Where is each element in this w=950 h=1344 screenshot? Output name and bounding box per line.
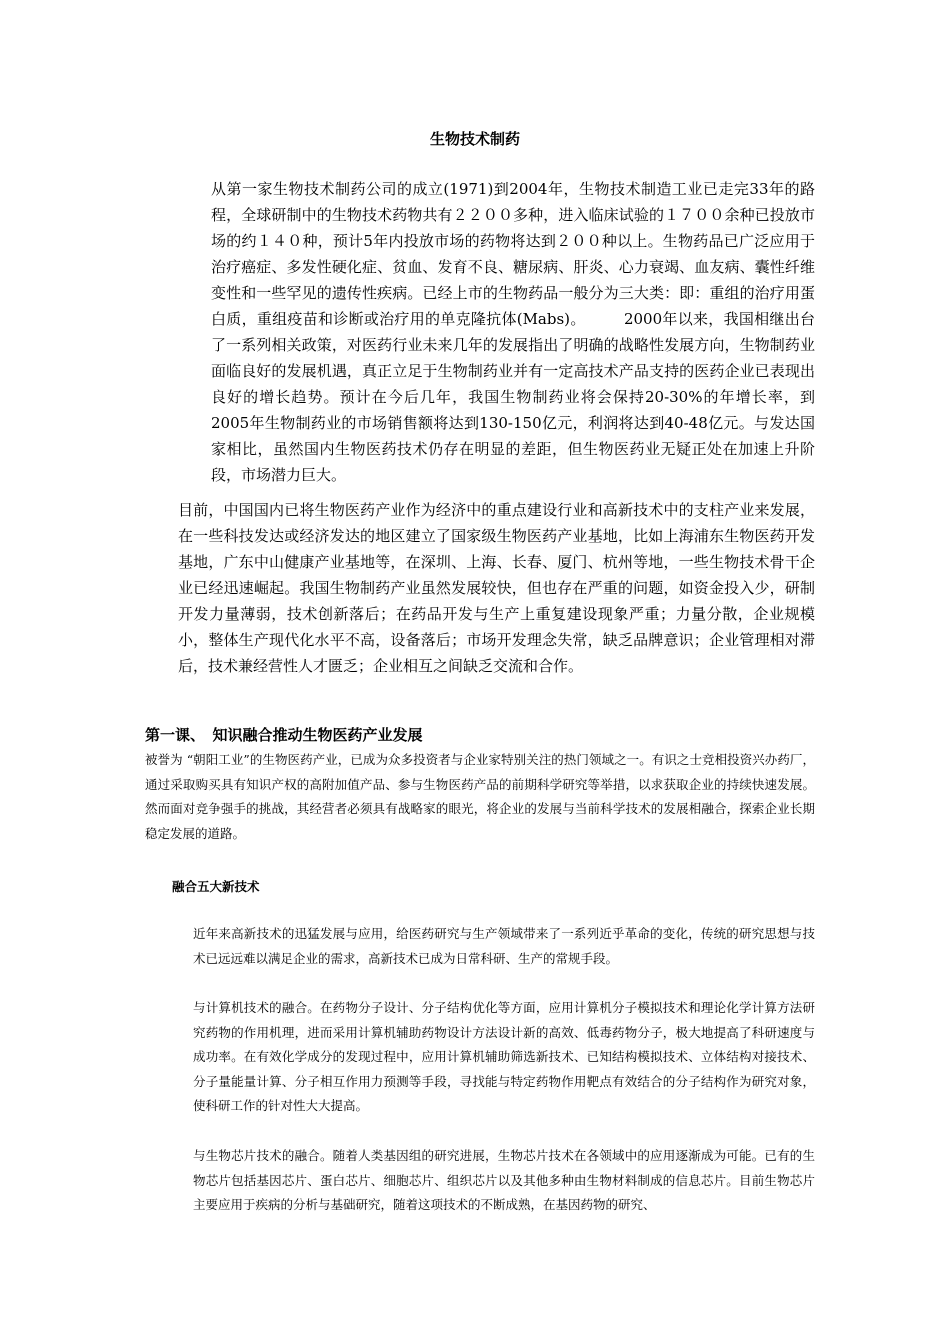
intro-paragraph xyxy=(145,176,815,488)
paragraph-text: 近年来高新技术的迅猛发展与应用，给医药研究与生产领域带来了一系列近乎革命的变化，传统的研究思想与技术已远远难以满足企业的需求，高新技术已成为日常科研、生产的常规手段。 xyxy=(193,926,815,966)
paragraph-text: 被誉为 “朝阳工业”的生物医药产业，已成为众多投资者与企业家特别关注的热门领域之一。有识之士竞相投资兴办药厂，通过采取购买具有知识产权的高附加值产品、参与生物医药产品的前期科学研究等举措，以求获取企业的持续快速发展。然而面对竞争强手的挑战，其经营者必须具有战略家的眼光，将企业的发展与当前科学技术的发展相融合，探索企业长期稳定发展的道路。 xyxy=(145,752,815,841)
document-title: 生物技术制药 xyxy=(429,130,520,148)
paragraph-text: 目前，中国国内已将生物医药产业作为经济中的重点建设行业和高新技术中的支柱产业来发展，在一些科技发达或经济发达的地区建立了国家级生物医药产业基地，比如上海浦东生物医药开发基地，广东中山健康产业基地等，在深圳、上海、长春、厦门、杭州等地，一些生物技术骨干企业已经迅速崛起。我国生物制药产业虽然发展较快，但也存在严重的问题，如资金投入少，研制开发力量薄弱，技术创新落后；在药品开发与生产上重复建设现象严重；力量分散，企业规模小，整体生产现代化水平不高，设备落后；市场开发理念失常，缺乏品牌意识；企业管理相对滞后，技术兼经营性人才匮乏；企业相互之间缺乏交流和合作。 xyxy=(178,501,815,675)
paragraph-text: 从第一家生物技术制药公司的成立(1971)到2004年，生物技术制造工业已走完33年的路程，全球研制中的生物技术药物共有２２００多种，进入临床试验的１７００余种已投放市场的约１４０种，预计5年内投放市场的药物将达到２００种以上。生物药品已广泛应用于治疗癌症、多发性硬化症、贫血、发育不良、糖尿病、肝炎、心力衰竭、血友病、囊性纤维变性和一些罕见的遗传性疾病。已经上市的生物药品一般分为三大类：即：重组的治疗用蛋白质，重组疫苗和诊断或治疗用的单克隆抗体(Mabs)。 2000年以来，我国相继出台了一系列相关政策，对医药行业未来几年的发展指出了明确的战略性发展方向，生物制药业面临良好的发展机遇，真正立足于生物制药业并有一定高技术产品支持的医药企业已表现出良好的增长趋势。预计在今后几年，我国生物制药业将会保持20-30%的年增长率，到2005年生物制药业的市场销售额将达到130-150亿元，利润将达到40-48亿元。与发达国家相比，虽然国内生物医药技术仍存在明显的差距，但生物医药业无疑正处在加速上升阶段，市场潜力巨大。 xyxy=(211,180,815,484)
industry-status-paragraph xyxy=(145,497,815,679)
biochip-tech-paragraph xyxy=(145,1144,815,1218)
computer-tech-paragraph xyxy=(145,996,815,1119)
lesson-intro-paragraph xyxy=(145,748,815,846)
tech-overview-paragraph xyxy=(145,922,815,971)
paragraph-text: 与计算机技术的融合。在药物分子设计、分子结构优化等方面，应用计算机分子模拟技术和理论化学计算方法研究药物的作用机理，进而采用计算机辅助药物设计方法设计新的高效、低毒药物分子，极大地提高了科研速度与成功率。在有效化学成分的发现过程中，应用计算机辅助筛选新技术、已知结构模拟技术、立体结构对接技术、分子量能量计算、分子相互作用力预测等手段，寻找能与特定药物作用靶点有效结合的分子结构作为研究对象，使科研工作的针对性大大提高。 xyxy=(193,1000,815,1113)
sub-heading: 融合五大新技术 xyxy=(172,879,260,894)
lesson-heading: 第一课、 知识融合推动生物医药产业发展 xyxy=(145,726,423,744)
paragraph-text: 与生物芯片技术的融合。随着人类基因组的研究进展，生物芯片技术在各领域中的应用逐渐成为可能。已有的生物芯片包括基因芯片、蛋白芯片、细胞芯片、组织芯片以及其他多种由生物材料制成的信息芯片。目前生物芯片主要应用于疾病的分析与基础研究，随着这项技术的不断成熟，在基因药物的研究、 xyxy=(193,1148,815,1212)
